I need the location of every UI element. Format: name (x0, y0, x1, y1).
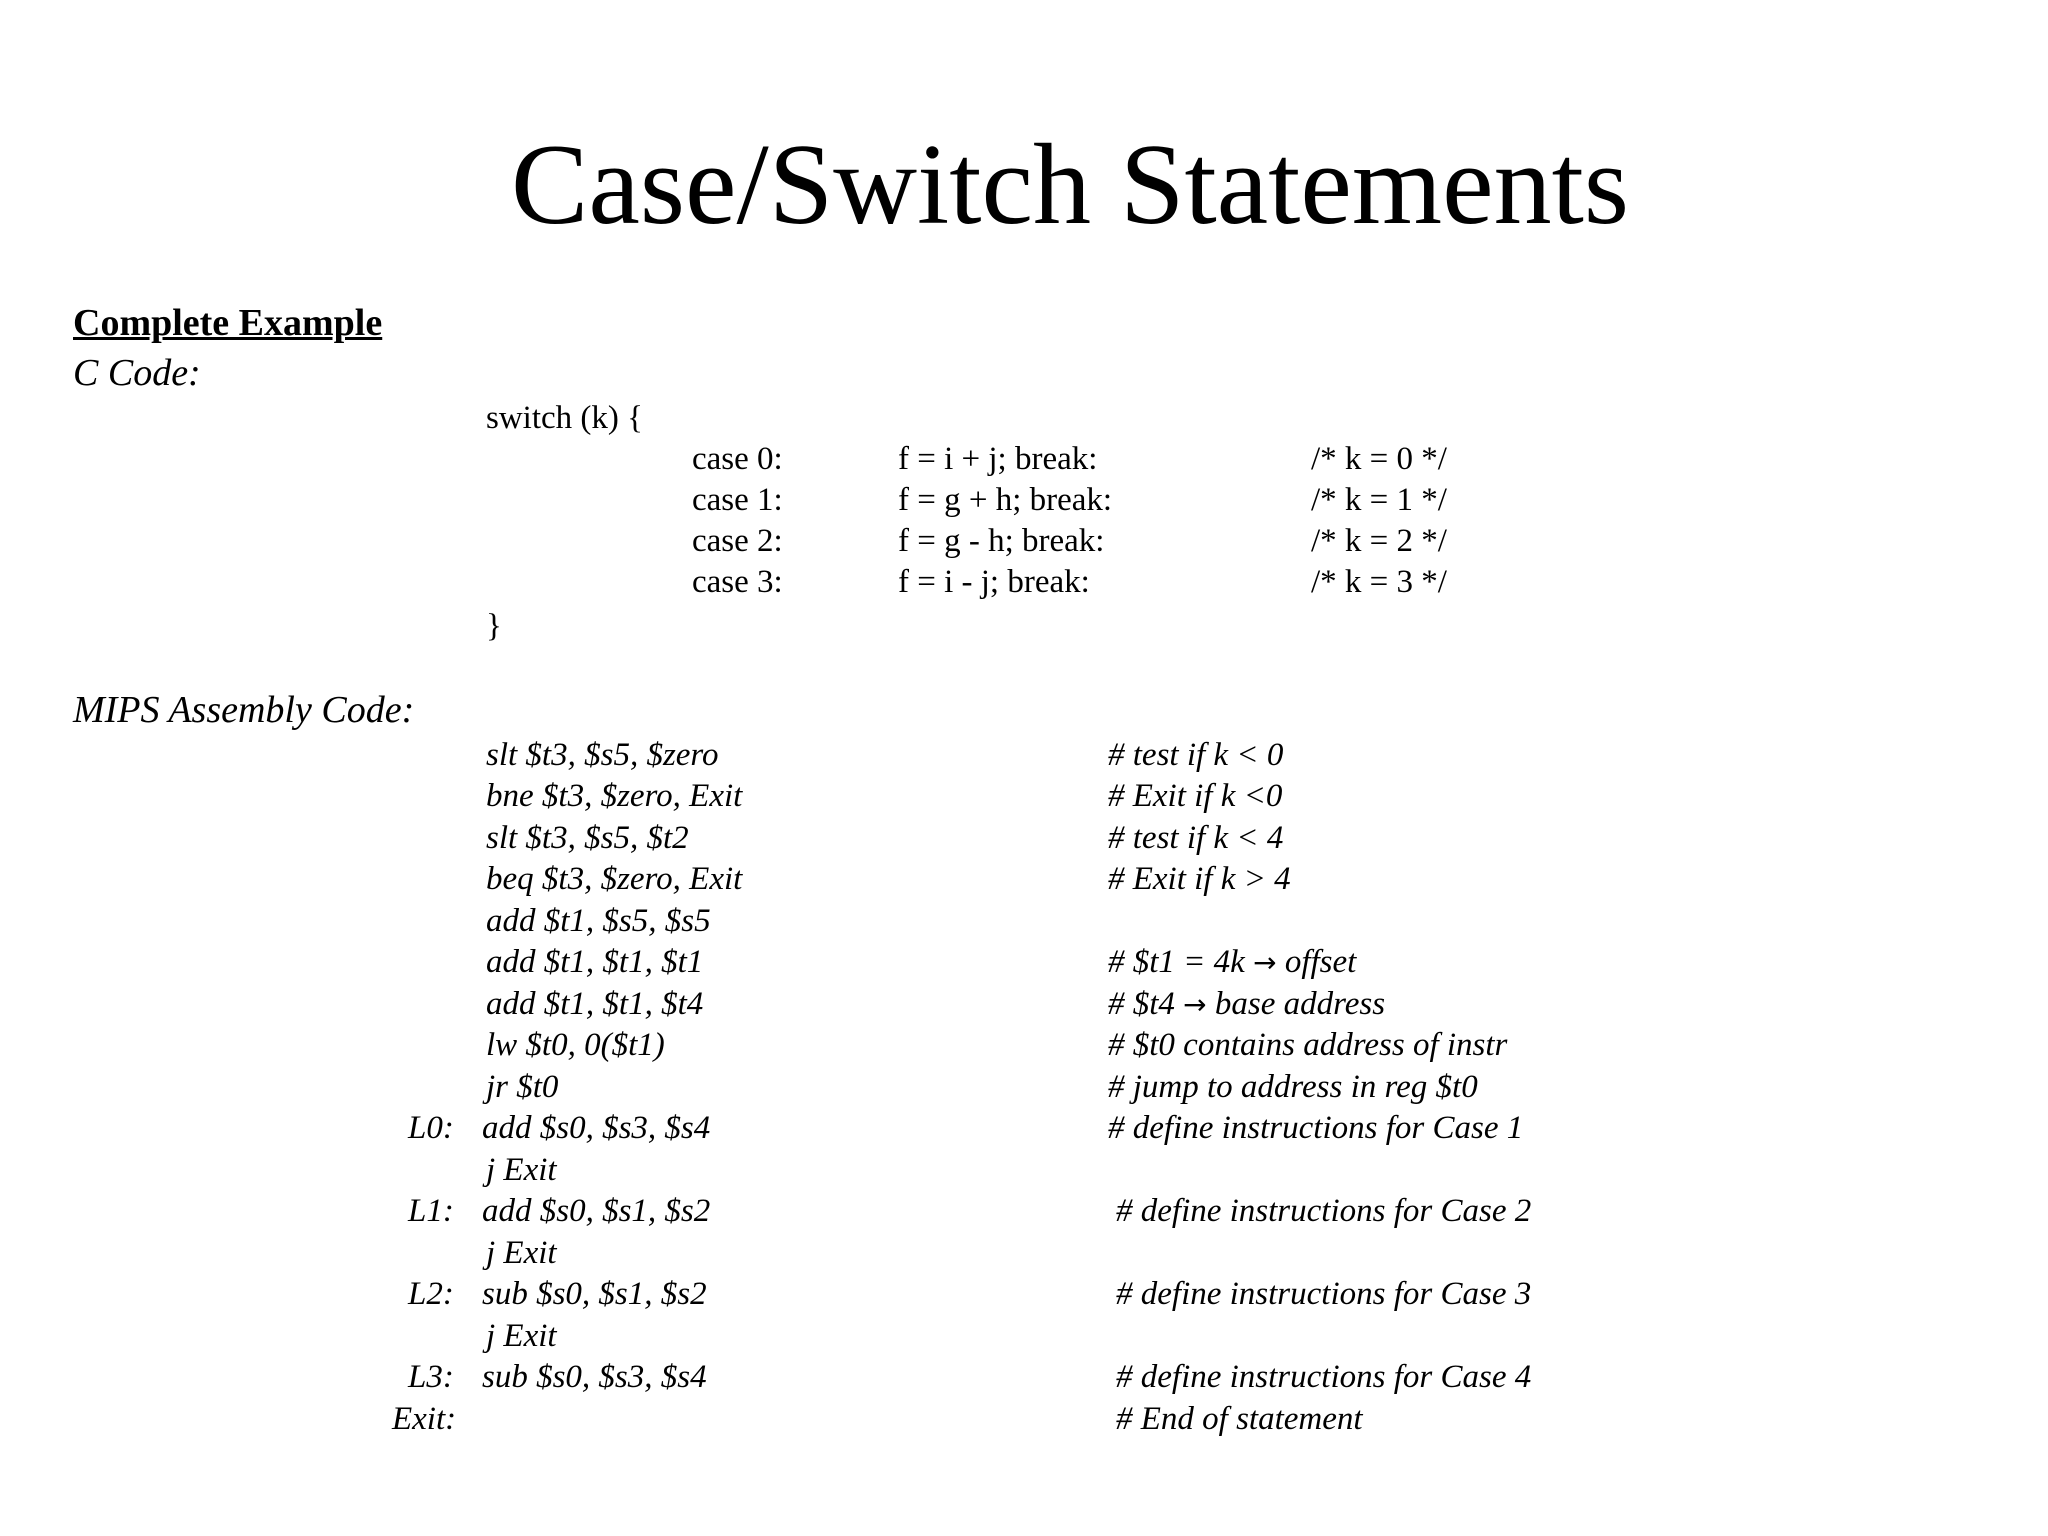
asm-instruction: slt $t3, $s5, $zero (486, 737, 719, 773)
asm-comment: # define instructions for Case 4 (1116, 1359, 1532, 1395)
asm-comment: # test if k < 4 (1108, 820, 1284, 856)
asm-comment: # test if k < 0 (1108, 737, 1284, 773)
asm-label: L2: (408, 1276, 454, 1312)
asm-comment (1108, 942, 1356, 983)
c-code-switch-open (486, 398, 643, 438)
c-code-label: C Code: (73, 352, 201, 394)
asm-comment: # Exit if k > 4 (1108, 861, 1291, 897)
asm-instruction: j Exit (486, 1318, 557, 1354)
c-code-text: } (486, 608, 502, 644)
asm-comment: # Exit if k <0 (1108, 778, 1283, 814)
case-statement: f = i + j; break: (898, 441, 1098, 477)
case-label: case 2: (692, 523, 783, 559)
mips-label: MIPS Assembly Code: (73, 689, 415, 731)
asm-comment: # $t0 contains address of instr (1108, 1027, 1508, 1063)
case-comment: /* k = 2 */ (1311, 523, 1447, 559)
asm-comment: # jump to address in reg $t0 (1108, 1069, 1478, 1105)
asm-instruction: sub $s0, $s3, $s4 (482, 1359, 707, 1395)
asm-instruction: jr $t0 (486, 1069, 559, 1105)
asm-comment: # define instructions for Case 2 (1116, 1193, 1532, 1229)
asm-instruction: bne $t3, $zero, Exit (486, 778, 743, 814)
asm-instruction: j Exit (486, 1235, 557, 1271)
c-code-switch-close (486, 606, 502, 646)
asm-comment: # End of statement (1116, 1401, 1363, 1437)
case-label: case 0: (692, 441, 783, 477)
slide-title: Case/Switch Statements (511, 121, 1629, 249)
asm-label: L1: (408, 1193, 454, 1229)
asm-label: Exit: (392, 1401, 457, 1437)
asm-instruction: beq $t3, $zero, Exit (486, 861, 743, 897)
case-comment: /* k = 1 */ (1311, 482, 1447, 518)
asm-instruction: j Exit (486, 1152, 557, 1188)
asm-label: L0: (408, 1110, 454, 1146)
asm-instruction: add $t1, $t1, $t4 (486, 986, 704, 1022)
right-arrow-icon: → (1253, 946, 1277, 979)
case-statement: f = i - j; break: (898, 564, 1090, 600)
asm-comment-head: # $t1 = 4k (1108, 944, 1245, 980)
asm-comment-tail: base address (1214, 986, 1386, 1022)
case-comment: /* k = 0 */ (1311, 441, 1447, 477)
asm-comment-head: # $t4 (1108, 986, 1175, 1022)
asm-instruction: add $s0, $s1, $s2 (482, 1193, 711, 1229)
asm-comment-tail: offset (1284, 944, 1357, 980)
asm-instruction: sub $s0, $s1, $s2 (482, 1276, 707, 1312)
case-statement: f = g - h; break: (898, 523, 1105, 559)
case-statement: f = g + h; break: (898, 482, 1113, 518)
case-label: case 3: (692, 564, 783, 600)
asm-instruction: add $s0, $s3, $s4 (482, 1110, 711, 1146)
asm-comment: # define instructions for Case 1 (1108, 1110, 1524, 1146)
right-arrow-icon: → (1183, 988, 1207, 1021)
asm-instruction: lw $t0, 0($t1) (486, 1027, 665, 1063)
asm-instruction: add $t1, $t1, $t1 (486, 944, 704, 980)
asm-comment: # define instructions for Case 3 (1116, 1276, 1532, 1312)
case-comment: /* k = 3 */ (1311, 564, 1447, 600)
asm-instruction: add $t1, $s5, $s5 (486, 903, 711, 939)
asm-comment (1108, 984, 1385, 1025)
c-code-text: switch (k) { (486, 400, 643, 436)
asm-instruction: slt $t3, $s5, $t2 (486, 820, 689, 856)
case-label: case 1: (692, 482, 783, 518)
asm-label: L3: (408, 1359, 454, 1395)
section-heading: Complete Example (73, 302, 383, 344)
